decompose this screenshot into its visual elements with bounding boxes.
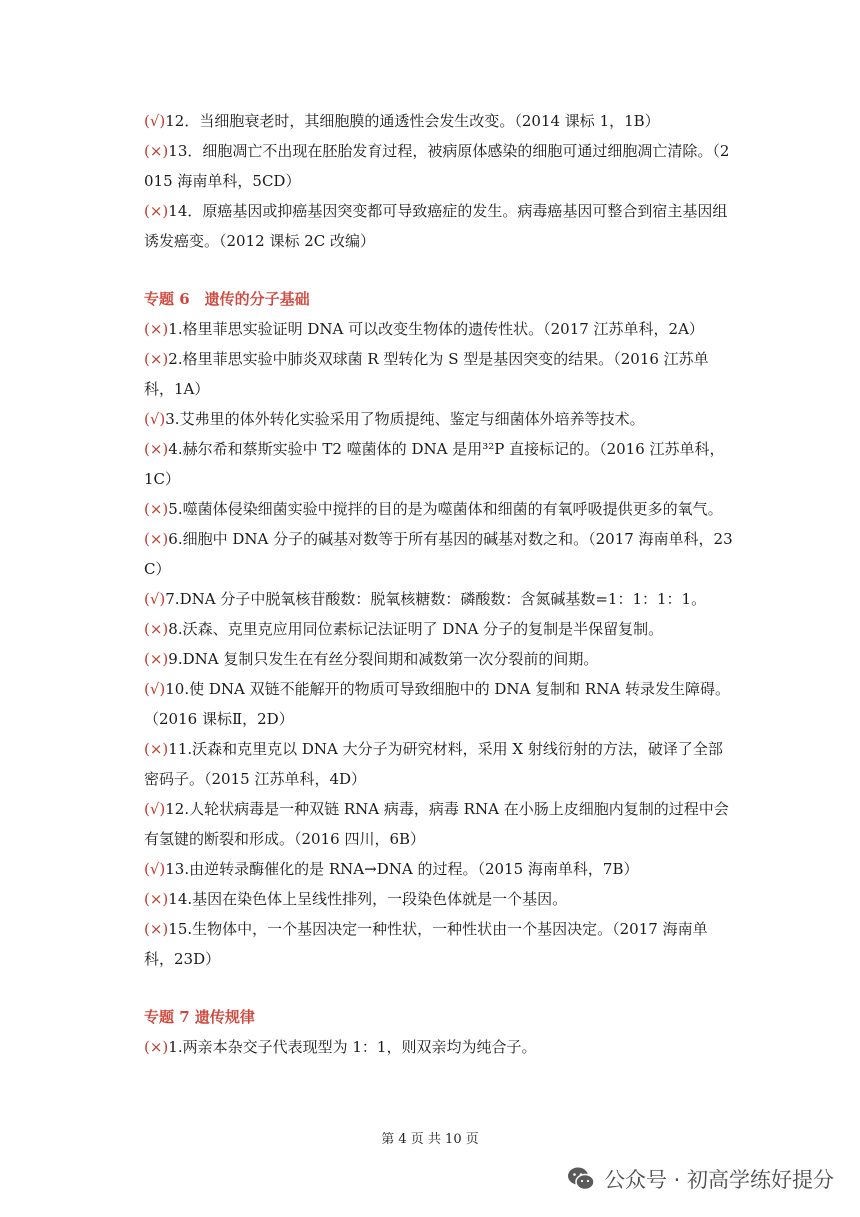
section-molecular-genetics: [144, 284, 734, 974]
list-item: [144, 524, 734, 584]
answer-mark: (√): [144, 112, 166, 130]
page-footer: 第 4 页 共 10 页: [381, 1132, 479, 1147]
answer-mark: (√): [144, 800, 166, 818]
item-text: 6.细胞中 DNA 分子的碱基对数等于所有基因的碱基对数之和。（2017 海南单科，23C）: [144, 530, 733, 578]
item-text: 12．当细胞衰老时，其细胞膜的通透性会发生改变。（2014 课标 1，1B）: [165, 112, 660, 130]
list-item: [144, 344, 734, 404]
list-item: [144, 794, 734, 854]
list-item: [144, 914, 734, 974]
item-text: 13．细胞凋亡不出现在胚胎发育过程，被病原体感染的细胞可通过细胞凋亡清除。（2015 海南单科，5CD）: [144, 142, 730, 190]
answer-mark: (×): [144, 500, 169, 518]
list-item: [144, 494, 734, 524]
answer-mark: (×): [144, 920, 169, 938]
answer-mark: (√): [144, 860, 166, 878]
list-item: [144, 854, 734, 884]
answer-mark: (×): [144, 650, 169, 668]
list-item: [144, 584, 734, 614]
answer-mark: (×): [144, 440, 169, 458]
section-genetic-laws: [144, 1002, 734, 1062]
watermark-text: 公众号 · 初高学练好提分: [603, 1168, 834, 1192]
answer-mark: (×): [144, 142, 169, 160]
wechat-icon: [566, 1164, 596, 1194]
answer-mark: (×): [144, 530, 169, 548]
list-item: [144, 106, 734, 136]
item-text: 2.格里菲思实验中肺炎双球菌 R 型转化为 S 型是基因突变的结果。（2016 江苏单科，1A）: [144, 350, 709, 398]
list-item: [144, 196, 734, 256]
list-item: [144, 614, 734, 644]
watermark: [566, 1164, 834, 1194]
item-text: 9.DNA 复制只发生在有丝分裂间期和减数第一次分裂前的间期。: [168, 650, 599, 668]
item-text: 8.沃森、克里克应用同位素标记法证明了 DNA 分子的复制是半保留复制。: [168, 620, 664, 638]
item-text: 11.沃森和克里克以 DNA 大分子为研究材料，采用 X 射线衍射的方法，破译了全部密码子。（2015 江苏单科，4D）: [144, 740, 723, 788]
list-item: [144, 674, 734, 734]
answer-mark: (×): [144, 320, 169, 338]
item-text: 5.噬菌体侵染细菌实验中搅拌的目的是为噬菌体和细菌的有氧呼吸提供更多的氧气。: [168, 500, 723, 518]
section-heading: 专题 6 遗传的分子基础: [144, 290, 310, 308]
list-item: [144, 136, 734, 196]
item-text: 1.两亲本杂交子代表现型为 1：1，则双亲均为纯合子。: [168, 1038, 537, 1056]
answer-mark: (×): [144, 1038, 169, 1056]
item-text: 15.生物体中，一个基因决定一种性状，一种性状由一个基因决定。（2017 海南单科，23D）: [144, 920, 708, 968]
list-item: [144, 314, 734, 344]
answer-mark: (√): [144, 590, 166, 608]
item-text: 1.格里菲思实验证明 DNA 可以改变生物体的遗传性状。（2017 江苏单科，2A）: [168, 320, 704, 338]
list-item: [144, 734, 734, 794]
list-item: [144, 404, 734, 434]
section-cell-biology: [144, 106, 734, 256]
answer-mark: (×): [144, 890, 169, 908]
item-text: 13.由逆转录酶催化的是 RNA→DNA 的过程。（2015 海南单科，7B）: [165, 860, 639, 878]
item-text: 3.艾弗里的体外转化实验采用了物质提纯、鉴定与细菌体外培养等技术。: [165, 410, 645, 428]
list-item: [144, 644, 734, 674]
section-heading: 专题 7 遗传规律: [144, 1008, 255, 1026]
list-item: [144, 884, 734, 914]
answer-mark: (×): [144, 350, 169, 368]
answer-mark: (√): [144, 410, 166, 428]
list-item: [144, 1032, 734, 1062]
answer-mark: (×): [144, 620, 169, 638]
answer-mark: (×): [144, 202, 169, 220]
answer-mark: (√): [144, 680, 166, 698]
item-text: 14.基因在染色体上呈线性排列，一段染色体就是一个基因。: [168, 890, 568, 908]
item-text: 14．原癌基因或抑癌基因突变都可导致癌症的发生。病毒癌基因可整合到宿主基因组诱发癌变。（2012 课标 2C 改编）: [144, 202, 728, 250]
item-text: 4.赫尔希和蔡斯实验中 T2 噬菌体的 DNA 是用³²P 直接标记的。（2016 江苏单科，1C）: [144, 440, 725, 488]
list-item: [144, 434, 734, 494]
item-text: 7.DNA 分子中脱氧核苷酸数：脱氧核糖数：磷酸数：含氮碱基数=1：1：1：1。: [165, 590, 707, 608]
answer-mark: (×): [144, 740, 169, 758]
item-text: 10.使 DNA 双链不能解开的物质可导致细胞中的 DNA 复制和 RNA 转录发生障碍。（2016 课标Ⅱ，2D）: [144, 680, 730, 728]
item-text: 12.人轮状病毒是一种双链 RNA 病毒，病毒 RNA 在小肠上皮细胞内复制的过程中会有氢键的断裂和形成。（2016 四川，6B）: [144, 800, 729, 848]
document-content: [144, 106, 734, 1062]
